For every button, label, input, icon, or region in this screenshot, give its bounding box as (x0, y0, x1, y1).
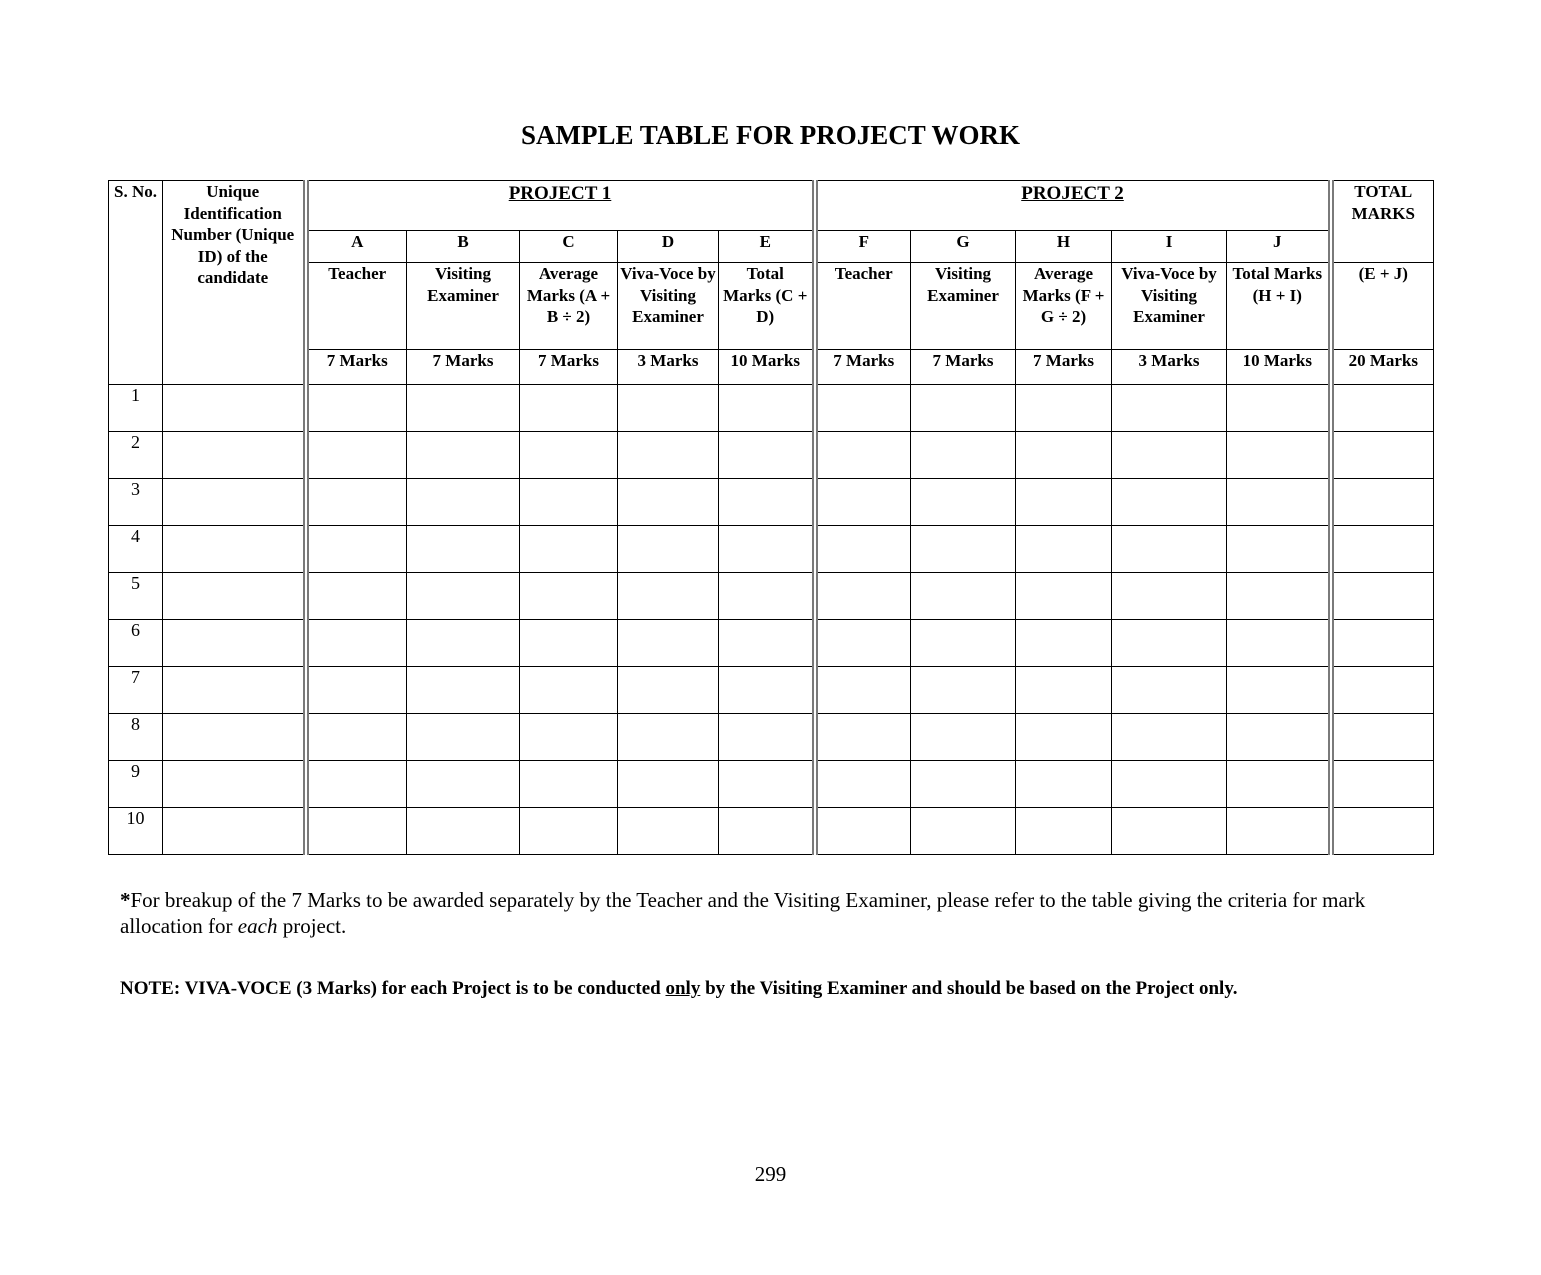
marks-cell (911, 526, 1016, 573)
marks-cell (618, 526, 719, 573)
marks-cell (815, 808, 911, 855)
marks-cell (1112, 479, 1227, 526)
marks-cell (520, 620, 618, 667)
footnote-asterisk: * (120, 888, 131, 912)
marks-cell (618, 761, 719, 808)
marks-cell (520, 808, 618, 855)
marks-cell (520, 479, 618, 526)
unique-id-cell (163, 526, 306, 573)
marks-cell (911, 808, 1016, 855)
project1-title: PROJECT 1 (508, 183, 612, 204)
marks-cell (719, 479, 815, 526)
column-description: Teacher (815, 263, 911, 350)
marks-cell (306, 620, 407, 667)
marks-cell (1112, 526, 1227, 573)
marks-cell (815, 385, 911, 432)
column-max-marks: 10 Marks (719, 350, 815, 385)
marks-cell (1112, 714, 1227, 761)
marks-cell (815, 714, 911, 761)
column-letter: I (1112, 231, 1227, 263)
marks-cell (306, 714, 407, 761)
marks-cell (306, 573, 407, 620)
page-number: 299 (754, 1162, 787, 1186)
marks-cell (407, 808, 520, 855)
column-description: Viva-Voce by Visiting Examiner (618, 263, 719, 350)
marks-cell (1112, 761, 1227, 808)
table-row (109, 808, 1434, 855)
marks-cell (719, 761, 815, 808)
column-max-marks: 3 Marks (618, 350, 719, 385)
column-descriptions-row (109, 263, 1434, 350)
marks-cell (407, 432, 520, 479)
marks-cell (407, 479, 520, 526)
marks-cell (1112, 573, 1227, 620)
unique-id-cell (163, 714, 306, 761)
unique-id-cell (163, 808, 306, 855)
marks-cell (1112, 808, 1227, 855)
marks-cell (618, 667, 719, 714)
marks-cell (1016, 667, 1112, 714)
column-description: Visiting Examiner (911, 263, 1016, 350)
serial-number-cell: 2 (109, 432, 163, 479)
marks-cell (815, 526, 911, 573)
marks-cell (407, 620, 520, 667)
column-max-marks: 7 Marks (815, 350, 911, 385)
unique-id-cell (163, 479, 306, 526)
marks-cell (306, 479, 407, 526)
marks-cell (719, 667, 815, 714)
footnote-text: For breakup of the 7 Marks to be awarded separately by the Teacher and the Visiting Examiner, please refer to the table giving the criteria for mark allocation for (120, 888, 1366, 938)
marks-cell (1227, 620, 1331, 667)
total-marks-cell (1331, 573, 1434, 620)
column-letter: B (407, 231, 520, 263)
marks-cell (815, 620, 911, 667)
marks-cell (618, 573, 719, 620)
table-row (109, 761, 1434, 808)
marks-cell (719, 573, 815, 620)
marks-cell (1112, 432, 1227, 479)
marks-cell (1227, 573, 1331, 620)
serial-number-cell: 9 (109, 761, 163, 808)
total-max-marks: 20 Marks (1331, 350, 1434, 385)
note-underlined: only (665, 978, 701, 999)
marks-cell (1227, 526, 1331, 573)
marks-cell (1227, 667, 1331, 714)
marks-cell (618, 385, 719, 432)
marks-cell (407, 714, 520, 761)
unique-id-cell (163, 761, 306, 808)
marks-cell (1016, 526, 1112, 573)
column-description: Viva-Voce by Visiting Examiner (1112, 263, 1227, 350)
total-marks-cell (1331, 620, 1434, 667)
marks-cell (1227, 432, 1331, 479)
table-row (109, 385, 1434, 432)
column-max-marks: 7 Marks (1016, 350, 1112, 385)
unique-id-header: Unique Identification Number (Unique ID) of the candidate (163, 181, 306, 385)
column-letter: E (719, 231, 815, 263)
marks-cell (911, 432, 1016, 479)
serial-number-cell: 4 (109, 526, 163, 573)
marks-cell (1112, 620, 1227, 667)
viva-voce-note (120, 978, 1440, 1000)
total-marks-cell (1331, 761, 1434, 808)
marks-cell (719, 385, 815, 432)
marks-cell (618, 432, 719, 479)
total-marks-header: TOTAL MARKS (1331, 181, 1434, 263)
column-letters-row (109, 231, 1434, 263)
unique-id-cell (163, 432, 306, 479)
marks-cell (407, 385, 520, 432)
marks-cell (1112, 667, 1227, 714)
marks-cell (1016, 714, 1112, 761)
candidate-rows (109, 385, 1434, 855)
marks-cell (719, 432, 815, 479)
marks-cell (1016, 479, 1112, 526)
total-marks-cell (1331, 432, 1434, 479)
table-row (109, 432, 1434, 479)
column-description: Total Marks (H + I) (1227, 263, 1331, 350)
serial-number-cell: 5 (109, 573, 163, 620)
marks-cell (815, 479, 911, 526)
total-marks-cell (1331, 526, 1434, 573)
marks-cell (911, 620, 1016, 667)
marks-cell (520, 432, 618, 479)
marks-cell (911, 573, 1016, 620)
total-marks-cell (1331, 385, 1434, 432)
marks-cell (911, 479, 1016, 526)
column-letter: A (306, 231, 407, 263)
column-max-marks: 7 Marks (407, 350, 520, 385)
column-max-marks: 3 Marks (1112, 350, 1227, 385)
project2-title: PROJECT 2 (1021, 183, 1124, 204)
marks-cell (520, 573, 618, 620)
marks-cell (1016, 761, 1112, 808)
unique-id-cell (163, 620, 306, 667)
marks-cell (1227, 479, 1331, 526)
marks-cell (911, 667, 1016, 714)
marks-cell (407, 667, 520, 714)
column-description: Average Marks (A + B ÷ 2) (520, 263, 618, 350)
marks-cell (520, 385, 618, 432)
serial-number-cell: 10 (109, 808, 163, 855)
total-marks-cell (1331, 667, 1434, 714)
marks-cell (1016, 432, 1112, 479)
column-letter: J (1227, 231, 1331, 263)
serial-number-cell: 8 (109, 714, 163, 761)
note-text: NOTE: VIVA-VOCE (3 Marks) for each Project is to be conducted (120, 978, 666, 999)
marks-cell (520, 667, 618, 714)
column-description: Visiting Examiner (407, 263, 520, 350)
total-marks-cell (1331, 479, 1434, 526)
footnote-emphasis: each (237, 914, 278, 938)
marks-cell (618, 479, 719, 526)
marks-cell (407, 761, 520, 808)
footnote-text-end: project. (277, 914, 347, 938)
marks-cell (1112, 385, 1227, 432)
column-marks-row (109, 350, 1434, 385)
column-description: Total Marks (C + D) (719, 263, 815, 350)
column-letter: C (520, 231, 618, 263)
page-title: SAMPLE TABLE FOR PROJECT WORK (520, 120, 1021, 150)
marks-cell (815, 432, 911, 479)
marks-cell (719, 620, 815, 667)
marks-cell (306, 761, 407, 808)
serial-number-cell: 7 (109, 667, 163, 714)
column-letter: D (618, 231, 719, 263)
serial-number-cell: 3 (109, 479, 163, 526)
table-row (109, 667, 1434, 714)
marks-cell (1016, 620, 1112, 667)
sno-header: S. No. (109, 181, 163, 385)
unique-id-cell (163, 573, 306, 620)
marks-cell (1016, 385, 1112, 432)
marks-cell (407, 573, 520, 620)
marks-cell (911, 714, 1016, 761)
unique-id-cell (163, 667, 306, 714)
total-marks-cell (1331, 714, 1434, 761)
project1-header (306, 181, 815, 231)
total-formula: (E + J) (1331, 263, 1434, 350)
column-max-marks: 10 Marks (1227, 350, 1331, 385)
marks-cell (719, 526, 815, 573)
column-letter: G (911, 231, 1016, 263)
marks-cell (618, 714, 719, 761)
marks-cell (618, 620, 719, 667)
project2-header (815, 181, 1331, 231)
marks-cell (306, 808, 407, 855)
column-description: Average Marks (F + G ÷ 2) (1016, 263, 1112, 350)
marks-cell (815, 761, 911, 808)
serial-number-cell: 6 (109, 620, 163, 667)
note-text-end: by the Visiting Examiner and should be based on the Project only. (700, 978, 1238, 999)
marks-cell (520, 714, 618, 761)
column-max-marks: 7 Marks (520, 350, 618, 385)
marks-cell (1227, 761, 1331, 808)
marks-cell (1227, 714, 1331, 761)
marks-cell (520, 761, 618, 808)
marks-cell (911, 385, 1016, 432)
marks-cell (1016, 808, 1112, 855)
marks-cell (520, 526, 618, 573)
marks-cell (618, 808, 719, 855)
serial-number-cell: 1 (109, 385, 163, 432)
project-marks-table (108, 180, 1434, 855)
footnote (120, 887, 1435, 939)
marks-cell (306, 526, 407, 573)
marks-cell (407, 526, 520, 573)
marks-cell (1016, 573, 1112, 620)
marks-cell (815, 573, 911, 620)
column-letter: H (1016, 231, 1112, 263)
marks-cell (306, 385, 407, 432)
unique-id-cell (163, 385, 306, 432)
table-row (109, 714, 1434, 761)
table-row (109, 479, 1434, 526)
marks-cell (306, 667, 407, 714)
column-max-marks: 7 Marks (306, 350, 407, 385)
marks-cell (815, 667, 911, 714)
marks-cell (719, 714, 815, 761)
marks-cell (719, 808, 815, 855)
marks-cell (306, 432, 407, 479)
table-row (109, 526, 1434, 573)
column-description: Teacher (306, 263, 407, 350)
column-letter: F (815, 231, 911, 263)
marks-cell (1227, 385, 1331, 432)
marks-cell (911, 761, 1016, 808)
table-row (109, 620, 1434, 667)
table-row (109, 573, 1434, 620)
total-marks-cell (1331, 808, 1434, 855)
column-max-marks: 7 Marks (911, 350, 1016, 385)
marks-cell (1227, 808, 1331, 855)
